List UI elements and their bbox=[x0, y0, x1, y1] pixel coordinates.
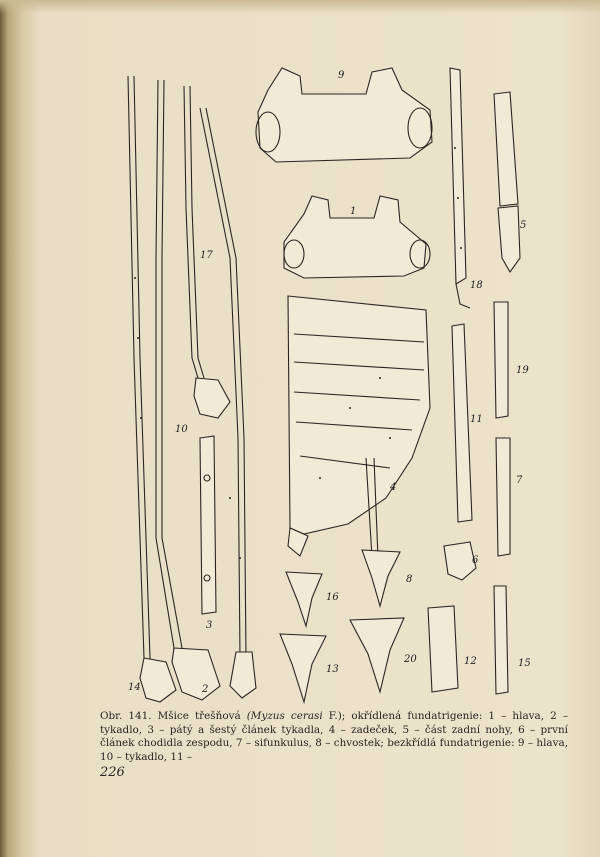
figure-label-10: 10 bbox=[175, 424, 188, 435]
caption-prefix: Obr. 141. Mšice třešňová bbox=[100, 710, 247, 722]
cauda-13-drawing bbox=[280, 634, 326, 702]
siphunculus-11-drawing bbox=[452, 324, 472, 522]
cauda-16-drawing bbox=[286, 572, 322, 626]
siphunculus-12-drawing bbox=[428, 606, 458, 692]
figure-label-12: 12 bbox=[464, 656, 477, 667]
page-number: 226 bbox=[100, 765, 125, 780]
figure-label-11: 11 bbox=[470, 414, 483, 425]
figure-label-4: 4 bbox=[390, 482, 397, 493]
figure-label-18: 18 bbox=[470, 280, 483, 291]
figure-label-2: 2 bbox=[202, 684, 209, 695]
siphunculus-15-drawing bbox=[494, 586, 508, 694]
figure-label-5: 5 bbox=[520, 220, 527, 231]
siphunculus-19-drawing bbox=[494, 302, 508, 418]
figure-label-15: 15 bbox=[518, 658, 531, 669]
head-9-drawing bbox=[256, 68, 432, 162]
figure-label-3: 3 bbox=[206, 620, 213, 631]
figure-label-14: 14 bbox=[128, 682, 141, 693]
cauda-8-drawing bbox=[362, 550, 400, 606]
illustration-plate bbox=[90, 58, 560, 710]
abdomen-4-drawing bbox=[288, 296, 430, 558]
figure-label-9: 9 bbox=[338, 70, 345, 81]
figure-label-7: 7 bbox=[516, 475, 523, 486]
figure-caption bbox=[100, 710, 568, 764]
figure-label-16: 16 bbox=[326, 592, 339, 603]
figure-label-17: 17 bbox=[200, 250, 213, 261]
leg-18-drawing bbox=[450, 68, 470, 308]
figure-label-19: 19 bbox=[516, 365, 529, 376]
figure-label-20: 20 bbox=[404, 654, 417, 665]
figure-label-6: 6 bbox=[472, 555, 479, 566]
cauda-20-drawing bbox=[350, 618, 404, 692]
aphid-illustration bbox=[90, 58, 560, 710]
figure-label-1: 1 bbox=[350, 206, 357, 217]
head-1-drawing bbox=[284, 196, 430, 278]
caption-species: (Myzus cerasi bbox=[246, 710, 323, 722]
figure-label-8: 8 bbox=[406, 574, 413, 585]
figure-label-13: 13 bbox=[326, 664, 339, 675]
caption-text: ; okřídlená fundatrigenie: 1 – hlava, 2 – tykadlo, 3 – pátý a šestý článek tykadla, 4 – zadeček, 5 – část zadní nohy, 6 – první článek chodidla zespodu, 7 – sifunkulus, 8 – chvostek; bezkřídlá fundatrigenie: 9 – hlava, 10 – tykadlo, 11 – bbox=[100, 710, 569, 763]
antenna-14-drawing bbox=[128, 76, 176, 702]
caption-author: F.) bbox=[322, 710, 342, 722]
leg-5-drawing bbox=[494, 92, 520, 272]
siphunculus-7-drawing bbox=[496, 438, 510, 556]
page-top-edge bbox=[0, 0, 600, 14]
antenna-segment-3-drawing bbox=[200, 436, 216, 614]
